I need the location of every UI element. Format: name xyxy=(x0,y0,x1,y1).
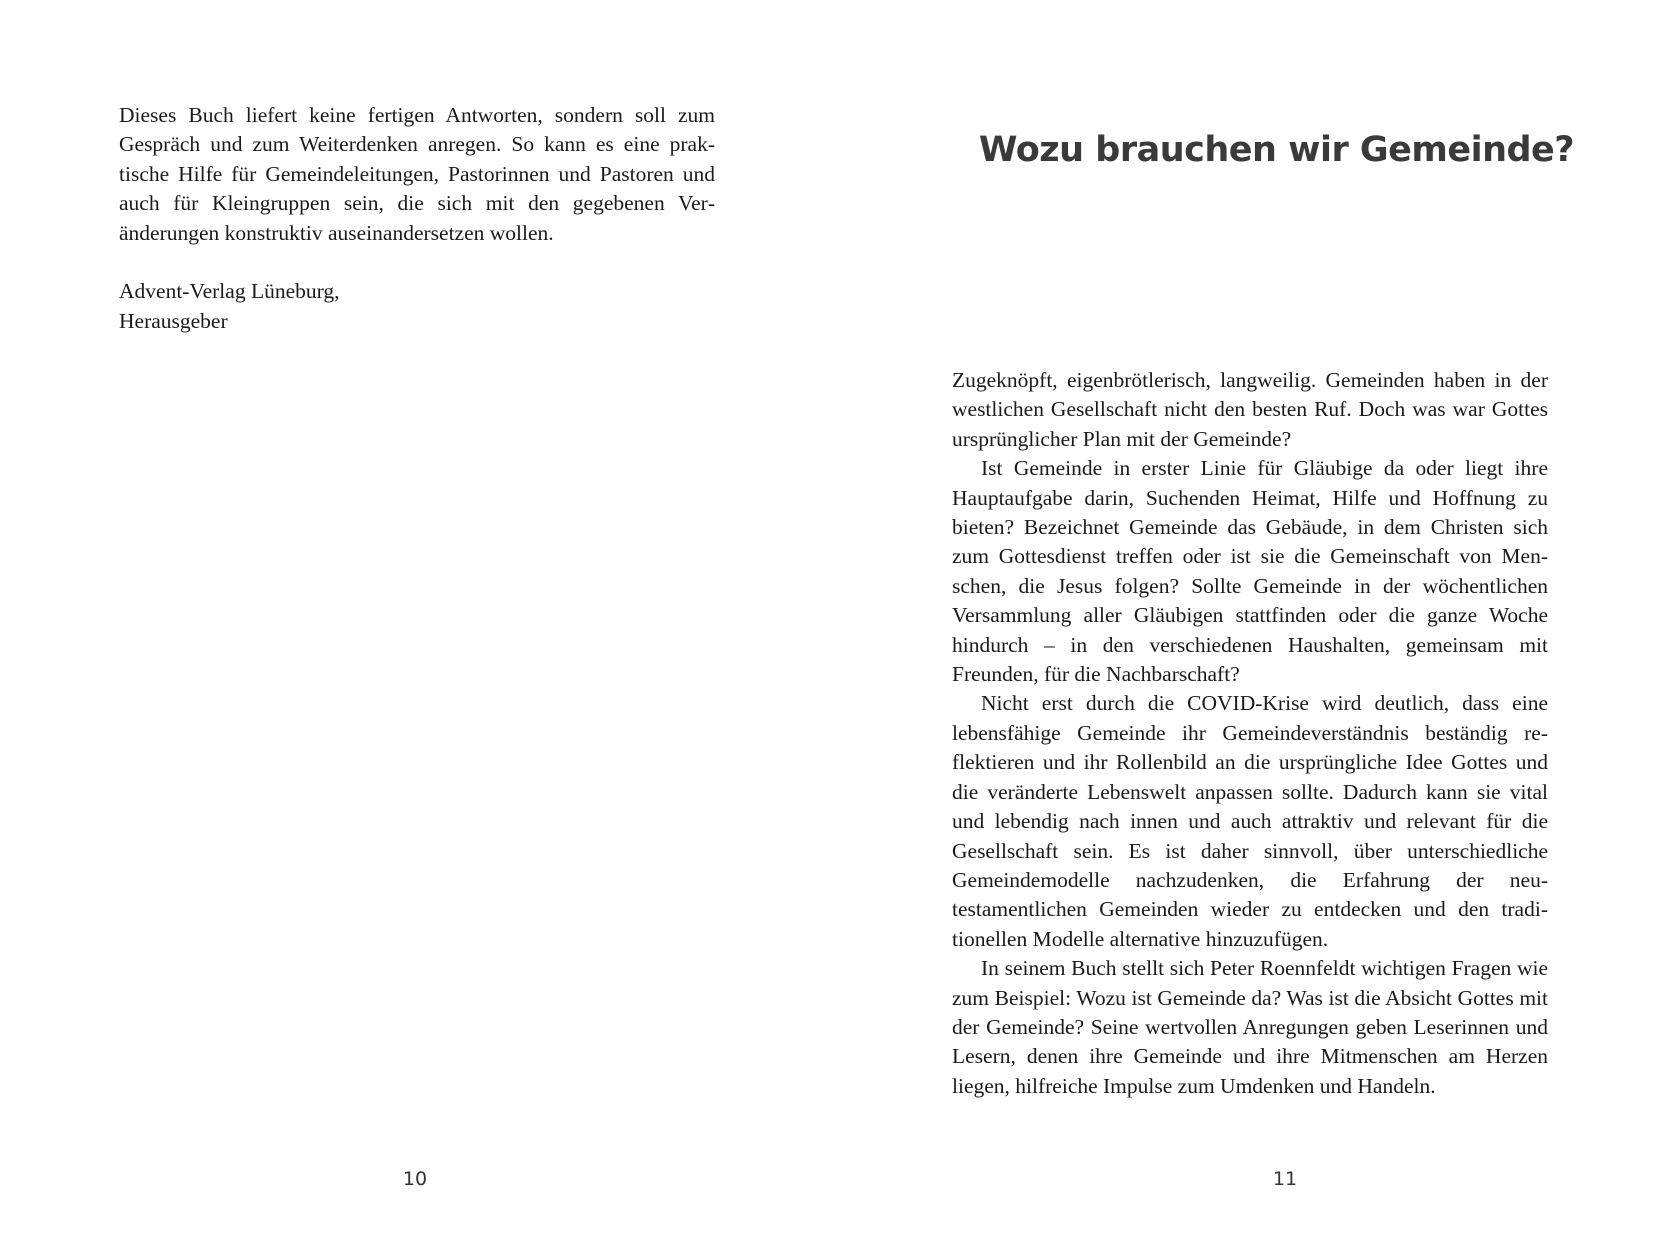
chapter-title: Wozu brauchen wir Gemeinde? xyxy=(978,130,1575,170)
body-paragraph-4: In seinem Buch stellt sich Peter Roennfeldt wichtigen Fragen wie zum Beispiel: Wozu ist Gemeinde da? Was ist die Absicht Gottes mit der Gemeinde? Seine wertvollen Anregungen geben Leserinnen und Lesern, denen ihre Gemeinde und ihre Mitmenschen am Herzen liegen, hilfreiche Impulse zum Umdenken und Handeln. xyxy=(952,956,1548,1098)
publisher-role: Herausgeber xyxy=(119,308,228,333)
foreword-paragraph: Dieses Buch liefert keine fertigen Antworten, sondern soll zum Gespräch und zum Weiterdenken anregen. So kann es eine praktische Hilfe für Gemeindeleitungen, Pastorinnen und Pastoren und auch für Kleingruppen sein, die sich mit den gegebenen Veränderungen konstruktiv auseinandersetzen wollen. xyxy=(119,103,715,245)
right-page xyxy=(827,0,1654,1240)
signature xyxy=(119,277,715,336)
body-paragraph-2: Ist Gemeinde in erster Linie für Gläubige da oder liegt ihre Hauptaufgabe darin, Suchenden Heimat, Hilfe und Hoffnung zu bieten? Bezeichnet Gemeinde das Gebäude, in dem Christen sich zum Gottesdienst treffen oder ist sie die Gemeinschaft von Menschen, die Jesus folgen? Sollte Gemeinde in der wöchentlichen Versammlung aller Gläubigen stattfinden oder die ganze Woche hindurch – in den verschiedenen Haushalten, gemeinsam mit Freunden, für die Nachbarschaft? xyxy=(952,456,1548,687)
right-text-block xyxy=(952,366,1548,1101)
publisher-name: Advent-Verlag Lüneburg, xyxy=(119,279,340,304)
body-paragraph-3: Nicht erst durch die COVID-Krise wird deutlich, dass eine lebensfähige Gemeinde ihr Gemeindeverständnis beständig reflektieren und ihr Rollenbild an die ursprüngliche Idee Gottes und die veränderte Lebenswelt anpassen sollte. Dadurch kann sie vital und lebendig nach innen und auch attraktiv und relevant für die Gesellschaft sein. Es ist daher sinnvoll, über unterschiedliche Gemeindemodelle nachzudenken, die Erfahrung der neutestamentlichen Gemeinden wieder zu entdecken und den traditionellen Modelle alternative hinzuzufügen. xyxy=(952,691,1548,951)
page-number-right: 11 xyxy=(1272,1168,1298,1190)
left-text-block xyxy=(119,101,715,336)
page-number-left: 10 xyxy=(402,1168,428,1190)
body-paragraph-1: Zugeknöpft, eigenbrötlerisch, langweilig. Gemeinden haben in der westlichen Gesellschaft nicht den besten Ruf. Doch was war Gottes ursprünglicher Plan mit der Gemeinde? xyxy=(952,368,1548,451)
